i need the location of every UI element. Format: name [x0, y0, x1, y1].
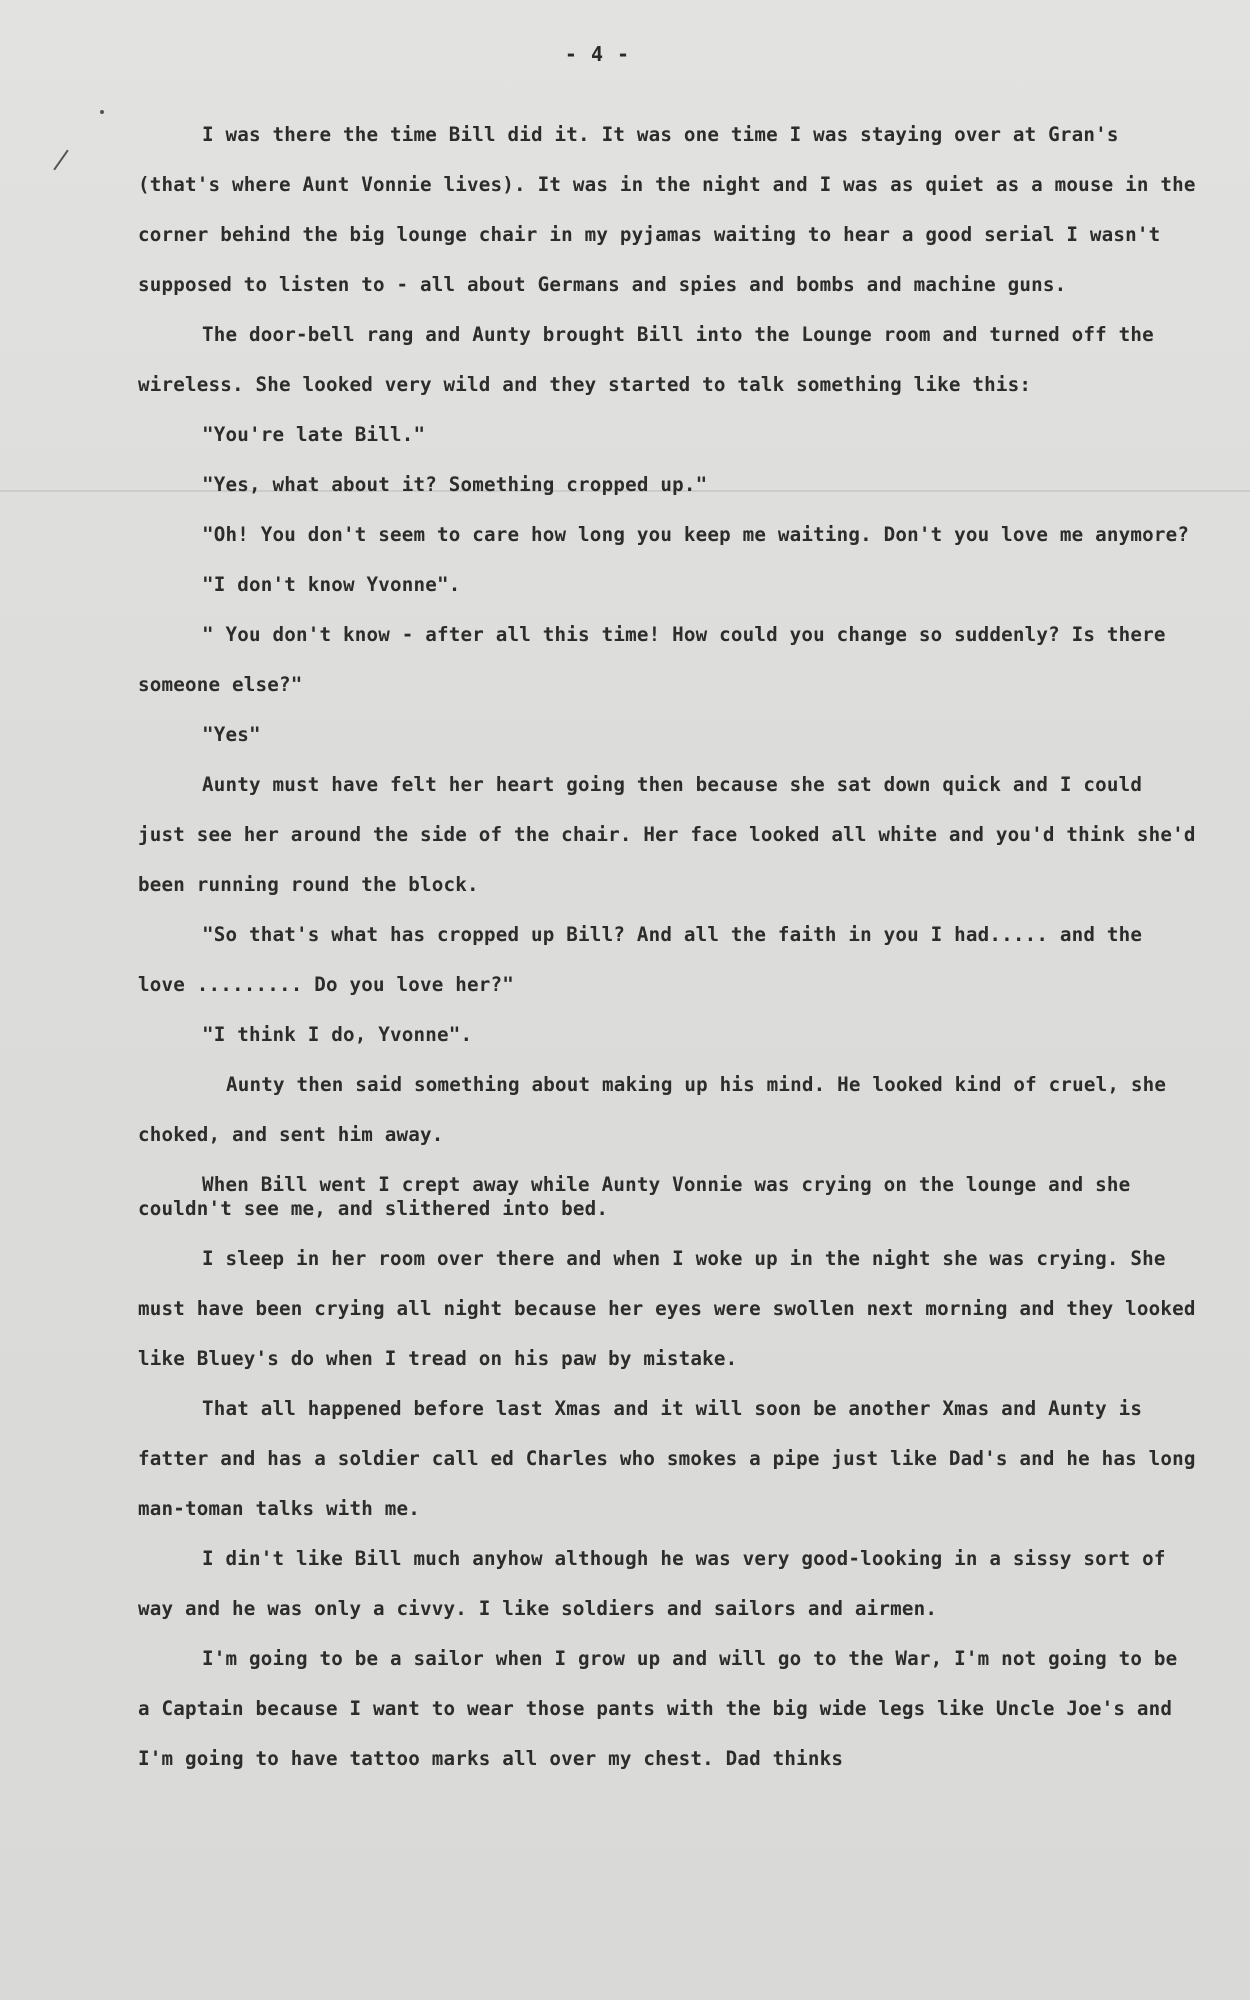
paragraph-1: I was there the time Bill did it. It was one time I was staying over at Gran's (that's where Aunt Vonnie lives). It was in the night and I was as quiet as a mouse in the corner behind the big lounge chair in my pyjamas waiting to hear a good serial I wasn't supposed to listen to - all about Germans and spies and bombs and machine guns.	[138, 123, 1196, 296]
paragraph-16: I din't like Bill much anyhow although he was very good-looking in a sissy sort of way and he was only a civvy. I like soldiers and sailors and airmen.	[138, 1547, 1166, 1620]
paragraph-10: "So that's what has cropped up Bill? And all the faith in you I had..... and the love ......... Do you love her?"	[138, 923, 1143, 996]
paragraph-6: "I don't know Yvonne".	[202, 573, 461, 596]
typed-body-text	[138, 110, 1198, 1784]
paragraph-11: "I think I do, Yvonne".	[202, 1023, 473, 1046]
paragraph-7: " You don't know - after all this time! How could you change so suddenly? Is there someone else?"	[138, 623, 1166, 696]
paragraph-5: "Oh! You don't seem to care how long you keep me waiting. Don't you love me anymore?	[202, 523, 1190, 546]
paragraph-15: That all happened before last Xmas and it will soon be another Xmas and Aunty is fatter and has a soldier call ed Charles who smokes a pipe just like Dad's and he has long man-toman talks with me.	[138, 1397, 1196, 1520]
paragraph-4: "Yes, what about it? Something cropped up."	[202, 473, 708, 496]
paragraph-13: When Bill went I crept away while Aunty Vonnie was crying on the lounge and she couldn't see me, and slithered into bed.	[138, 1173, 1131, 1220]
paragraph-14: I sleep in her room over there and when I woke up in the night she was crying. She must have been crying all night because her eyes were swollen next morning and they looked like Bluey's do when I tread on his paw by mistake.	[138, 1247, 1196, 1370]
ink-dot-mark	[100, 110, 104, 114]
paragraph-3: "You're late Bill."	[202, 423, 426, 446]
page-number: - 4 -	[564, 42, 631, 66]
paragraph-17: I'm going to be a sailor when I grow up and will go to the War, I'm not going to be a Captain because I want to wear those pants with the big wide legs like Uncle Joe's and I'm going to have tattoo marks all over my chest. Dad thinks	[138, 1647, 1178, 1770]
paragraph-12: Aunty then said something about making up his mind. He looked kind of cruel, she choked, and sent him away.	[138, 1073, 1167, 1146]
pencil-tick-mark	[53, 150, 68, 171]
paragraph-8: "Yes"	[202, 723, 261, 746]
paragraph-9: Aunty must have felt her heart going then because she sat down quick and I could just see her around the side of the chair. Her face looked all white and you'd think she'd been running round the block.	[138, 773, 1196, 896]
paragraph-2: The door-bell rang and Aunty brought Bill into the Lounge room and turned off the wireless. She looked very wild and they started to talk something like this:	[138, 323, 1154, 396]
